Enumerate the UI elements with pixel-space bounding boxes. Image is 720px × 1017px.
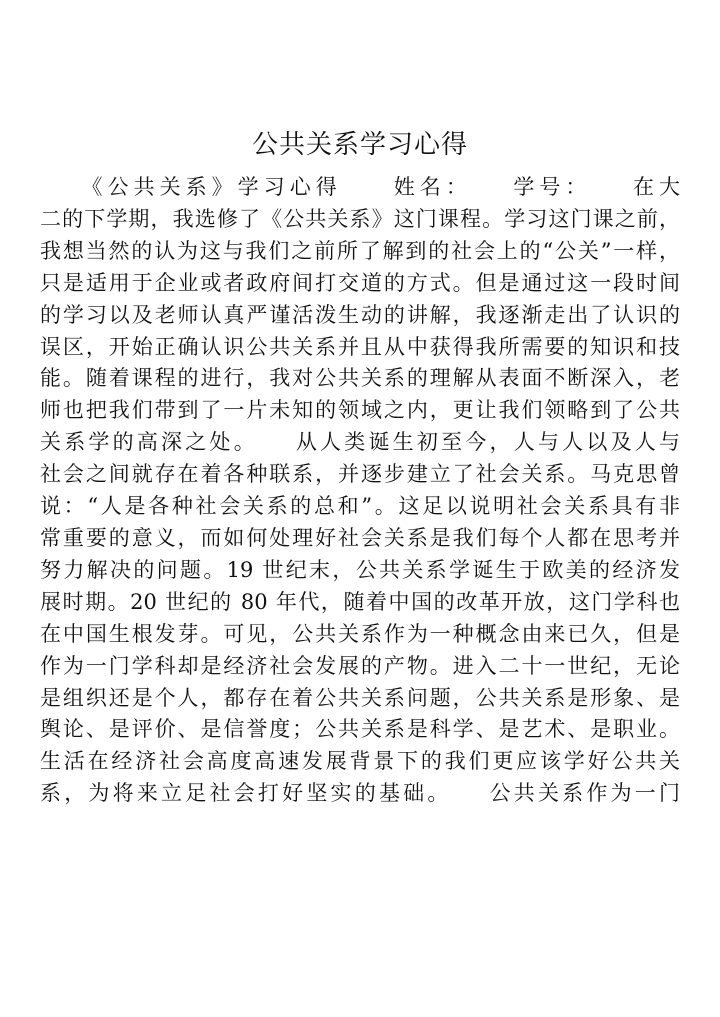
- text-line: 二的下学期，我选修了《公共关系》这门课程。学习这门课之前，: [40, 206, 680, 231]
- text-line: 社会之间就存在着各种联系，并逐步建立了社会关系。马克思曾: [40, 462, 680, 487]
- text-line: 生活在经济社会高度高速发展背景下的我们更应该学好公共关: [40, 749, 680, 774]
- text-line: 舆论、是评价、是信誉度；公共关系是科学、是艺术、是职业。: [40, 717, 680, 742]
- text-line: 展时期。20 世纪的 80 年代，随着中国的改革开放，这门学科也: [40, 589, 680, 614]
- document-body: [40, 172, 680, 810]
- text-line: 作为一门学科却是经济社会发展的产物。进入二十一世纪，无论: [40, 653, 680, 678]
- text-line: 的学习以及老师认真严谨活泼生动的讲解，我逐渐走出了认识的: [40, 302, 680, 327]
- text-line: 系，为将来立足社会打好坚实的基础。 公共关系作为一门: [40, 781, 680, 806]
- text-line: 努力解决的问题。19 世纪末，公共关系学诞生于欧美的经济发: [40, 557, 680, 582]
- text-line: 说：“人是各种社会关系的总和”。这足以说明社会关系具有非: [40, 494, 680, 519]
- text-line: 关系学的高深之处。 从人类诞生初至今，人与人以及人与: [40, 430, 680, 455]
- text-line: 常重要的意义，而如何处理好社会关系是我们每个人都在思考并: [40, 525, 680, 550]
- text-line: 师也把我们带到了一片未知的领域之内，更让我们领略到了公共: [40, 398, 680, 423]
- document-title: 公共关系学习心得: [251, 130, 468, 160]
- text-line: 只是适用于企业或者政府间打交道的方式。但是通过这一段时间: [40, 270, 680, 295]
- text-line: 是组织还是个人，都存在着公共关系问题，公共关系是形象、是: [40, 685, 680, 710]
- text-line: 我想当然的认为这与我们之前所了解到的社会上的“公关”一样，: [40, 238, 680, 263]
- text-line: 《公共关系》学习心得 姓名： 学号： 在大: [40, 175, 680, 199]
- text-line: 能。随着课程的进行，我对公共关系的理解从表面不断深入，老: [40, 366, 680, 391]
- text-line: 在中国生根发芽。可见，公共关系作为一种概念由来已久，但是: [40, 621, 680, 646]
- text-line: 误区，开始正确认识公共关系并且从中获得我所需要的知识和技: [40, 334, 680, 359]
